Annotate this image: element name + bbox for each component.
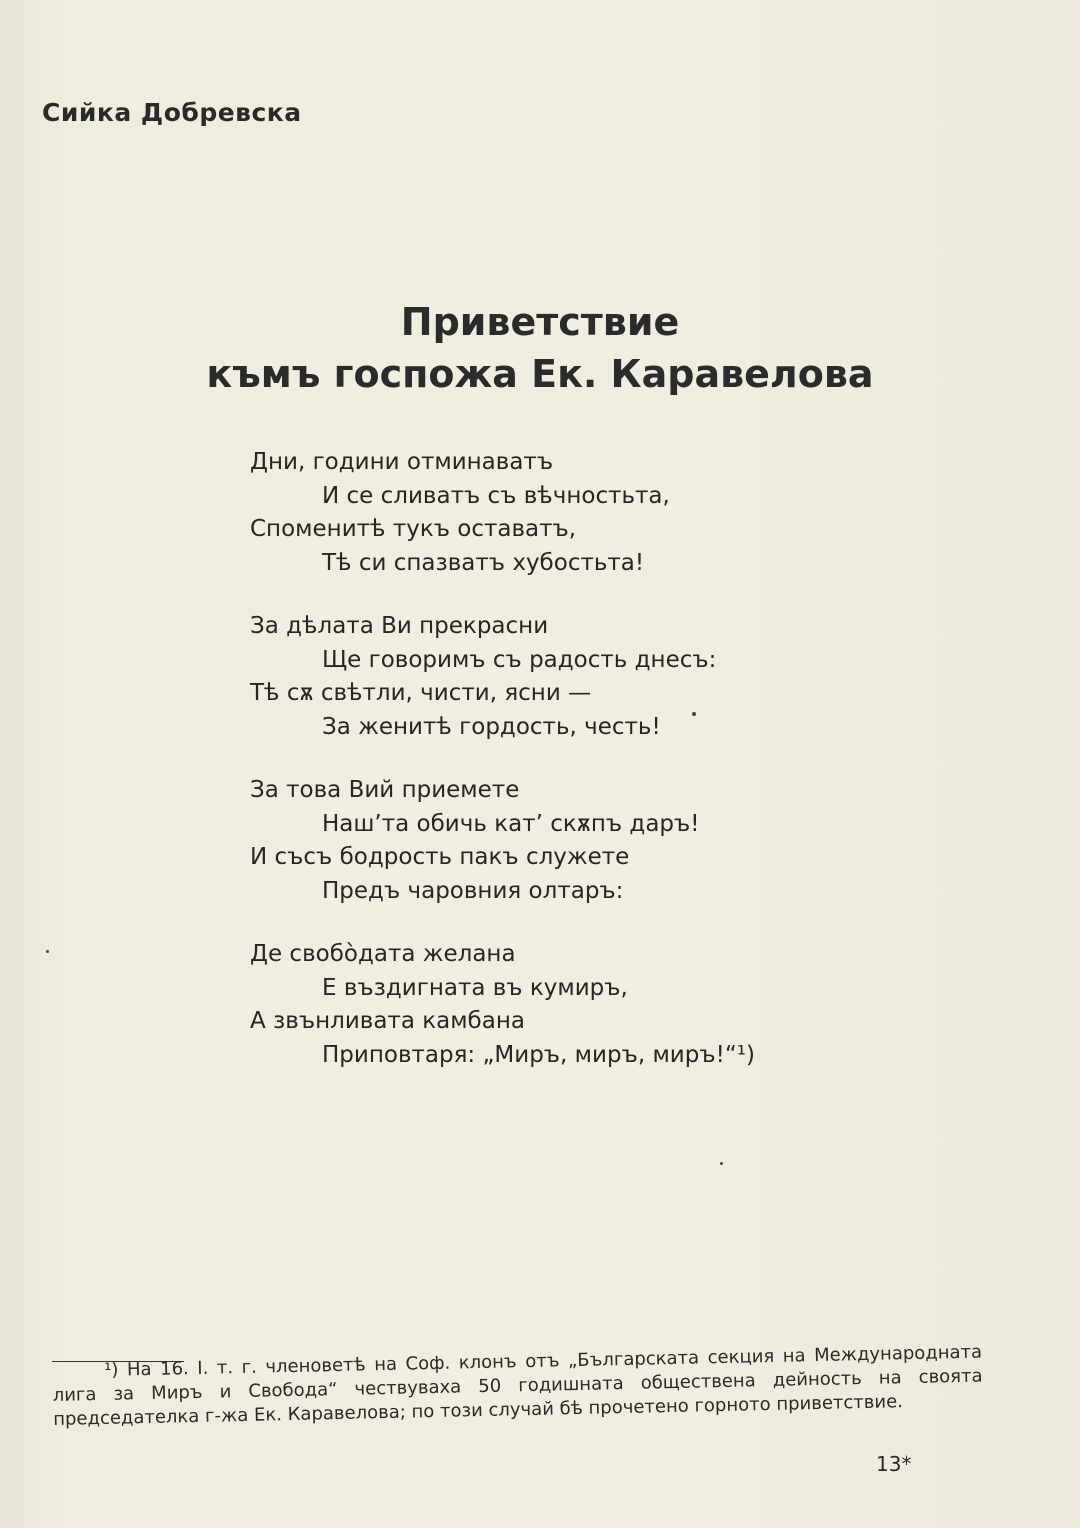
ink-speck <box>720 1162 723 1165</box>
stanza-4 <box>250 938 950 1072</box>
poem-line: Тѣ си спазватъ хубостьта! <box>322 549 645 576</box>
poem-line: И се сливатъ съ вѣчностьта, <box>322 482 670 509</box>
ink-speck <box>692 712 696 716</box>
poem-line: Предъ чаровния олтаръ: <box>322 877 624 904</box>
poem-line: Де свобо̀дата желана <box>250 941 516 967</box>
author-name: Сийка Добревска <box>42 98 302 127</box>
title-line-1: Приветствие <box>400 300 680 344</box>
poem-title <box>0 296 1080 400</box>
stanza-2 <box>250 610 950 744</box>
stanza-1 <box>250 446 950 580</box>
poem-line: А звънливата камбана <box>250 1008 525 1034</box>
stanza-3 <box>250 774 950 908</box>
poem-line: Дни, години отминаватъ <box>250 449 554 475</box>
poem-line: Тѣ сѫ свѣтли, чисти, ясни — <box>250 680 592 706</box>
footnote <box>52 1341 983 1432</box>
poem-line: Приповтаря: „Миръ, миръ, миръ!“¹) <box>322 1041 755 1068</box>
poem-line: Е въздигната въ кумиръ, <box>322 974 628 1001</box>
poem-line: Споменитѣ тукъ оставатъ, <box>250 516 577 542</box>
ink-speck <box>46 950 49 953</box>
page-number: 13* <box>876 1452 912 1476</box>
footnote-text: ¹) На 16. I. т. г. членоветѣ на Соф. клонъ отъ „Българската секция на Международната лига за Миръ и Свобода“ чествуваха 50 годишната обществена дейность на своята председателка г-жа Ек. Каравелова; по този случай бѣ прочетено горното приветствие. <box>52 1341 983 1430</box>
poem-line: За женитѣ гордость, честь! <box>322 713 661 740</box>
poem-line: И съсъ бодрость пакъ служете <box>250 844 630 870</box>
poem-body <box>250 446 950 1102</box>
poem-line: Наш’та обичь кат’ скѫпъ даръ! <box>322 810 700 837</box>
poem-line: Ще говоримъ съ радость днесъ: <box>322 646 717 673</box>
poem-line: За дѣлата Ви прекрасни <box>250 613 549 639</box>
poem-line: За това Вий приемете <box>250 777 520 803</box>
title-line-2: къмъ госпожа Ек. Каравелова <box>206 352 874 396</box>
